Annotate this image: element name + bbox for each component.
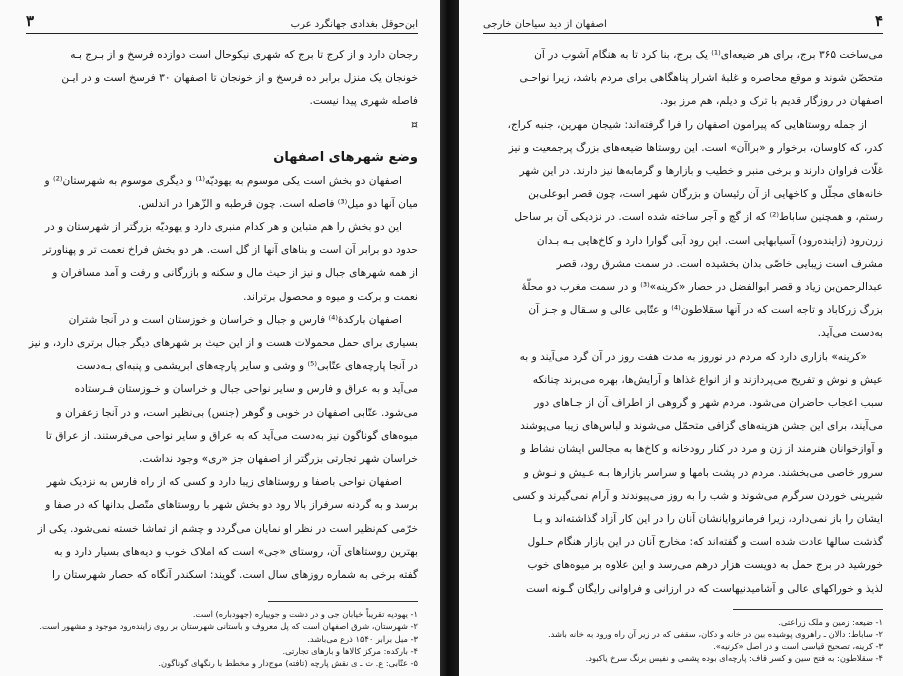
text-line: میوه‌های گوناگون نیز به‌دست می‌آید که به عراق و سایر نواحی می‌فرستند. از عراق تا — [45, 429, 418, 442]
text-line: خراسان شهر تجارتی بزرگتر از اصفهان جز «ری» وجود نداشت. — [138, 453, 418, 466]
text-line: گذشت سالها عادت شده است و گفته‌اند که: مخارج آنان در این بازار هنگام حـلول — [527, 536, 883, 549]
running-title: اصفهان از دید سیاحان خارجی — [483, 19, 607, 30]
footnote-separator — [268, 601, 418, 602]
text-line: فاصله شهری پیدا نیست. — [309, 95, 418, 108]
footnote: ۵- عتّابی: ع. ت ـ ی نقش پارچه (تافته) موج‌دار و مخطط با رنگهای گوناگون. — [158, 658, 418, 669]
text-line: بهترین روستاهای آن، روستای «جی» است که املاک خوب و دیه‌های بسیار دارد و به — [53, 545, 418, 558]
text-line: در آنجا پارچه‌های عتّابی⁽⁵⁾ و وشی و سایر پارچه‌های ابریشمی و پنبه‌ای بـه‌دست — [76, 360, 418, 373]
text-line: اصفهان در روزگار قدیم با ترک و دیلم، هم مرز بود. — [659, 95, 883, 108]
right-page — [459, 0, 903, 676]
text-line: متحصّن شوند و موقع محاصره و غلبهٔ اشرار پناهگاهی برای مردم باشد، زیرا نواحـی — [519, 72, 883, 85]
footnote: ۱- یهودیه تقریباً خیابان جی و در دشت و جوییاره (جهودباره) است. — [192, 609, 418, 620]
text-line: اصفهان بارکدهٔ⁽⁴⁾ فارس و جبال و خراسان و خوزستان است و در آنجا شتران — [68, 313, 402, 326]
book-gutter — [440, 0, 459, 676]
text-line: نعمت و برکت و میوه و محصول برتراند. — [243, 290, 418, 303]
text-line: غلّات فراوان دارند و برخی منبر و خطیب و بازارها و گرمابه‌ها نیز دارند. در این شهر — [519, 165, 883, 178]
section-heading: وضع شهرهای اصفهان — [273, 149, 418, 165]
text-line: می‌ساخت ۳۶۵ برج، برای هر ضیعه‌ای⁽¹⁾ یک برج، بنا کرد تا به هنگام آشوب در آن — [534, 49, 883, 61]
section-mark: ¤ — [411, 117, 418, 131]
text-line: رستم، و همچنین ساباط⁽²⁾ که از گچ و آجر ساخته شده است. در نزدیکی آن بر ساحل — [514, 211, 883, 224]
text-line: سرور خاصی می‌بخشند. مردم در پشت بامها و سراسر بازارها بـه عـیش و نـوش و — [523, 466, 883, 479]
text-line: خورشید در برج حمل به دویست هزار درهم می‌رسد و این علاوه بر میوه‌های خوب — [527, 559, 883, 572]
footnote: ۴- سقلاطون: به فتح سین و کسر قاف: پارچه‌ای بوده پشمی و نفیس برنگ سرخ یاکبود. — [585, 653, 883, 664]
footnote: ۱- ضیعه: زمین و ملک زراعتی. — [778, 616, 883, 627]
text-line: از جمله روستاهایی که پیرامون اصفهان را فرا گرفته‌اند: شیجان مهرین، جنبه کراج، — [507, 118, 867, 131]
footnote: ۲- شهرستان، شرق اصفهان است که پل معروف و باستانی شهرستان بر روی زاینده‌رود موجود و مشهور است. — [39, 621, 418, 632]
text-line: اصفهان نواحی باصفا و روستاهای زیبا دارد و کسی که از راه فارس به نزدیک شهر — [46, 476, 402, 489]
text-line: این دو بخش را هم متباین و هر کدام منبری دارد و یهودیّه بزرگتر از شهرستان و در — [44, 221, 402, 234]
running-title: ابن‌حوقل بغدادی جهانگرد عرب — [290, 19, 418, 30]
text-line: به‌دست می‌آید. — [817, 327, 883, 340]
text-line: از همه شهرهای جبال و نیز از حیث مال و سکنه و بازرگانی و رفت و آمد مسافران و — [52, 267, 418, 280]
text-line: سبب اعجاب حاضران می‌شود. مردم شهر و گروهی از اطراف آن از جـاهای دور — [534, 397, 883, 410]
footnote: ۴- بارکده: مرکز کالاها و بارهای تجارتی. — [282, 645, 418, 656]
text-line: عبدالرحمن‌بن زیاد و قصر ابوالفضل در حصار «کرینه»⁽³⁾ و در سمت مغرب دو محلّهٔ — [521, 281, 883, 294]
left-page-header — [26, 14, 418, 34]
text-line: میان آنها دو میل⁽³⁾ فاصله است. چون قرطبه و الزّهرا در اندلس. — [137, 197, 418, 210]
footnote-separator — [733, 609, 883, 610]
text-line: گفته برخی به شماره روزهای سال است. گویند: اسکندر آنگاه که حصار شهرستان را — [52, 569, 418, 582]
footnotes — [26, 608, 418, 669]
text-line: خرّمی کم‌نظیر است در نظر او نمایان می‌گردد و چشم از تماشا خسته نمی‌شود. یکی از — [37, 522, 418, 535]
text-line: بزرگ زرکاباد و تاجه است که در آنها سقلاطون⁽⁴⁾ و عتّابی عالی و سـقال و جـز آن — [528, 304, 883, 317]
page-number: ۳ — [26, 12, 35, 30]
text-line: رجحان دارد و از کرج تا برج که شهری نیکوحال است دوازده فرسخ و از بـرج بـه — [70, 49, 418, 61]
footnotes — [483, 616, 883, 665]
text-line: می‌آید و به عراق و فارس و سایر نواحی جبال و خراسان و خـوزستان فـرستاده — [74, 383, 418, 396]
text-line: خونجان یک منزل برابر ده فرسخ و از خونجان تا اصفهان ۳۰ فرسخ است و در ایـن — [61, 72, 418, 85]
text-line: لذیذ و خوراکهای عالی و آشامیدنیهاست که در ارزانی و فراوانی رایگان گـونه است — [525, 582, 883, 595]
text-line: برسد و به گردنه سرفراز بالا رود دو بخش شهر با روستاهای متّصل بدانها که در صفا و — [45, 499, 418, 512]
right-page-header — [483, 14, 883, 34]
text-line: می‌شود. عتّابی اصفهان در خوبی و گوهر (جنس) بی‌نظیر است، و در آنجا زعفران و — [56, 406, 418, 419]
page-number: ۴ — [874, 12, 883, 30]
text-line: حدود دو برابر آن است و بناهای آنها از گل است. هر دو بخش فراخ نعمت تر و پهناورتر — [42, 244, 418, 257]
footnote: ۳- کرینه، تصحیح قیاسی است و در اصل «کرنیه». — [713, 641, 883, 652]
footnote: ۲- ساباط: دالان ـ راهروی پوشیده بین در خانه و دکان، سقفی که در زیر آن راه ورود به خانه باشد. — [548, 629, 883, 640]
footnote: ۳- میل برابر ۱۵۴۰ ذرع می‌باشد. — [307, 633, 418, 644]
text-line: عیش و نوش و تفریح می‌پردازند و از انواع غذاها و آرایش‌ها، بهره می‌برند چنانکه — [532, 373, 883, 386]
text-line: زرن‌رود (زاینده‌رود) آسیابهایی است. این رود آبی گوارا دارد و کاخ‌هایی بـه بـدان — [536, 234, 883, 247]
text-line: مشرف است زیبایی خاصّی بدان بخشیده است. در سمت مشرق رود، قصر — [556, 257, 883, 270]
text-line: کدر، که کاوسان، برخوار و «براآن» است. این روستاها ضیعه‌های بزرگ پرجمعیت و نیز — [508, 141, 883, 154]
text-line: و آوازخوانان هنرمند از زن و مرد در کنار رودخانه و کاخ‌ها به مجالس ایشان نشاط و — [520, 443, 883, 456]
text-line: می‌آیند، برای این جشن هزینه‌های گزافی متحمّل می‌شوند و لباس‌های زیبا می‌پوشند — [520, 420, 883, 433]
left-page — [0, 0, 440, 676]
text-line: خانه‌های مجلّل و کاخهایی از آن رئیسان و بزرگان شهر است، چون قصر ابوعلی‌بن — [528, 188, 883, 201]
text-line: بسیاری برای حمل محمولات هست و از این حیث بر شهرهای دیگر جبال برتری دارد، و نیز — [28, 337, 418, 350]
text-line: اصفهان دو بخش است یکی موسوم به یهودیّه⁽¹⁾ و دیگری موسوم به شهرستان⁽²⁾ و — [44, 174, 402, 187]
text-line: شیرینی خوردن سرگرم می‌شوند و شب را به روز می‌پیوندند و آرام نمی‌گیرند و کسی — [512, 489, 883, 502]
text-line: «کرینه» بازاری دارد که مردم در نوروز به مدت هفت روز در آن گرد می‌آیند و به — [519, 350, 867, 363]
text-line: ایشان را باز نمی‌دارد، زیرا فرمانروایانشان آنان را در این کار آزاد گذاشته‌اند و بـا — [533, 513, 883, 526]
